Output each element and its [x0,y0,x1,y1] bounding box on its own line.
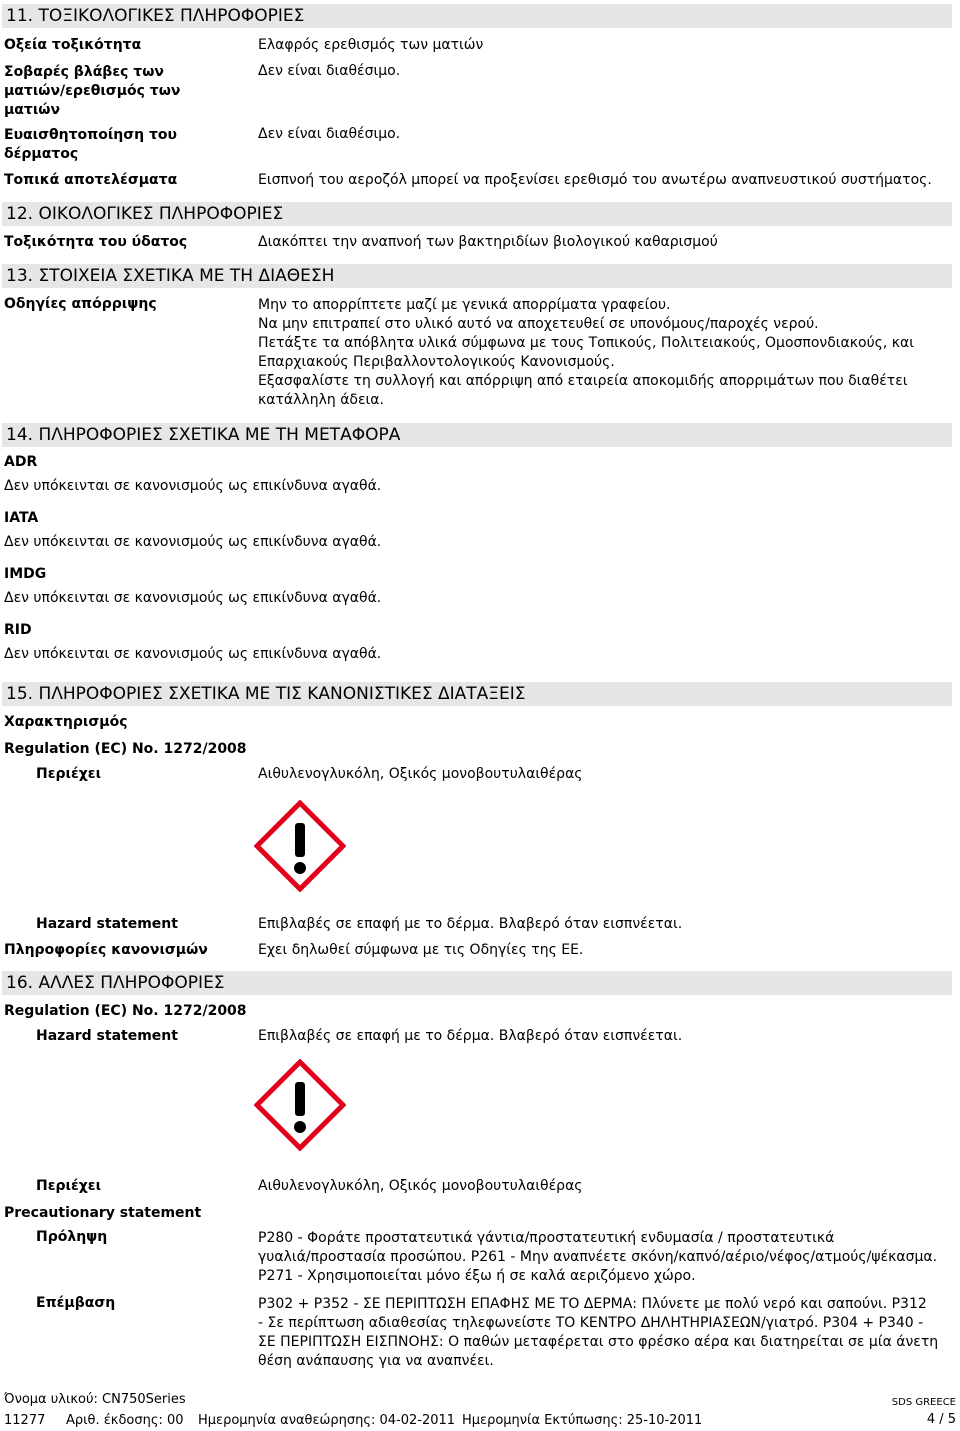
disposal-line: Επαρχιακούς Περιβαλλοντολογικούς Κανονισμούς. [258,354,615,370]
hazard-16-value: Επιβλαβές σε επαφή με το δέρμα. Βλαβερό όταν εισπνέεται. [258,1028,683,1044]
hazard-15-value: Επιβλαβές σε επαφή με το δέρμα. Βλαβερό όταν εισπνέεται. [258,916,683,932]
regulation-15-label: Regulation (EC) No. 1272/2008 [4,741,247,757]
section-14-header: 14. ΠΛΗΡΟΦΟΡΙΕΣ ΣΧΕΤΙΚΑ ΜΕ ΤΗ ΜΕΤΑΦΟΡΑ [2,423,952,447]
water-toxicity-label: Τοξικότητα του ύδατος [4,234,188,250]
skin-sensitization-label: Ευαισθητοποίηση του δέρματος [4,127,177,162]
footer-print-date: Ημερομηνία Εκτύπωσης: 25-10-2011 [462,1413,703,1428]
footer-code: 11277 [4,1413,46,1428]
transport-iata-text: Δεν υπόκεινται σε κανονισμούς ως επικίνδυνα αγαθά. [4,534,382,550]
acute-toxicity-label: Οξεία τοξικότητα [4,37,142,53]
prevention-label: Πρόληψη [36,1229,108,1245]
disposal-line: κατάλληλη άδεια. [258,392,384,408]
eye-damage-label: Σοβαρές βλάβες των ματιών/ερεθισμός των ματιών [4,64,181,118]
footer-product-name: Όνομα υλικού: CN750Series [4,1392,186,1407]
footer-revision-date: Ημερομηνία αναθεώρησης: 04-02-2011 [198,1413,456,1428]
contains-15-label: Περιέχει [36,766,102,782]
acute-toxicity-value: Ελαφρός ερεθισμός των ματιών [258,37,484,53]
hazard-15-label: Hazard statement [36,916,178,932]
section-16-header: 16. ΑΛΛΕΣ ΠΛΗΡΟΦΟΡΙΕΣ [2,971,952,995]
precautionary-label: Precautionary statement [4,1205,202,1221]
exclamation-mark-icon [254,800,346,892]
response-line: - Σε περίπτωση αδιαθεσίας τηλεφωνείστε ΤΟ ΚΕΝΤΡΟ ΔΗΛΗΤΗΡΙΑΣΕΩΝ/γιατρό. P304 + P340 - [258,1315,924,1331]
eye-damage-value: Δεν είναι διαθέσιμο. [258,63,401,79]
transport-iata-label: IATA [4,510,39,526]
footer-edition: Αριθ. έκδοσης: 00 [66,1413,184,1428]
disposal-line: Μην το απορρίπτετε μαζί με γενικά απορρίματα γραφείου. [258,297,671,313]
transport-imdg-text: Δεν υπόκεινται σε κανονισμούς ως επικίνδυνα αγαθά. [4,590,382,606]
contains-16-value: Αιθυλενογλυκόλη, Οξικός μονοβουτυλαιθέρας [258,1178,583,1194]
transport-rid-label: RID [4,622,32,638]
contains-16-label: Περιέχει [36,1178,102,1194]
disposal-line: Εξασφαλίστε τη συλλογή και απόρριψη από εταιρεία αποκομιδής απορριμάτων που διαθέτει [258,373,908,389]
prevention-line: P271 - Χρησιμοποιείται μόνο έξω ή σε καλά αεριζόμενο χώρο. [258,1268,696,1284]
disposal-text [258,296,938,410]
section-15-header: 15. ΠΛΗΡΟΦΟΡΙΕΣ ΣΧΕΤΙΚΑ ΜΕ ΤΙΣ ΚΑΝΟΝΙΣΤΙΚΕΣ ΔΙΑΤΑΞΕΙΣ [2,682,952,706]
regulatory-info-value: Εχει δηλωθεί σύμφωνα με τις Οδηγίες της ΕΕ. [258,942,584,958]
contains-15-value: Αιθυλενογλυκόλη, Οξικός μονοβουτυλαιθέρας [258,766,583,782]
hazard-16-label: Hazard statement [36,1028,178,1044]
water-toxicity-value: Διακόπτει την αναπνοή των βακτηριδίων βιολογικού καθαρισμού [258,234,718,250]
local-effects-value: Εισπνοή του αεροζόλ μπορεί να προξενίσει ερεθισμό του ανωτέρω αναπνευστικού συστήματος. [258,172,932,188]
regulatory-info-label: Πληροφορίες κανονισμών [4,942,208,958]
disposal-line: Πετάξτε τα απόβλητα υλικά σύμφωνα με τους Τοπικούς, Πολιτειακούς, Ομοσπονδιακούς, και [258,335,915,351]
footer-page-number: 4 / 5 [926,1412,956,1427]
transport-adr-label: ADR [4,454,38,470]
section-12-header: 12. ΟΙΚΟΛΟΓΙΚΕΣ ΠΛΗΡΟΦΟΡΙΕΣ [2,202,952,226]
response-label: Επέμβαση [36,1295,116,1311]
response-line: P302 + P352 - ΣΕ ΠΕΡΙΠΤΩΣΗ ΕΠΑΦΗΣ ΜΕ ΤΟ ΔΕΡΜΑ: Πλύνετε με πολύ νερό και σαπούνι. P312 [258,1296,927,1312]
prevention-text [258,1229,958,1286]
prevention-line: P280 - Φοράτε προστατευτικά γάντια/προστατευτική ενδυμασία / προστατευτικά [258,1230,835,1246]
classification-label: Χαρακτηρισμός [4,714,128,730]
local-effects-label: Τοπικά αποτελέσματα [4,172,178,188]
response-line: ΣΕ ΠΕΡΙΠΤΩΣΗ ΕΙΣΠΝΟΗΣ: Ο παθών μεταφέρεται στο φρέσκο αέρα και διατηρείται σε μία άνετη [258,1334,939,1350]
response-line: θέση ανάπαυσης για να αναπνέει. [258,1353,494,1369]
section-13-header: 13. ΣΤΟΙΧΕΙΑ ΣΧΕΤΙΚΑ ΜΕ ΤΗ ΔΙΑΘΕΣΗ [2,264,952,288]
skin-sensitization-value: Δεν είναι διαθέσιμο. [258,126,401,142]
disposal-line: Να μην επιτραπεί στο υλικό αυτό να αποχετευθεί σε υπονόμους/παροχές νερού. [258,316,819,332]
section-11-header: 11. ΤΟΞΙΚΟΛΟΓΙΚΕΣ ΠΛΗΡΟΦΟΡΙΕΣ [2,4,952,28]
regulation-16-label: Regulation (EC) No. 1272/2008 [4,1003,247,1019]
response-text [258,1295,958,1371]
exclamation-mark-icon [254,1059,346,1151]
footer-sds-label: SDS GREECE [891,1397,956,1408]
prevention-line: γυαλιά/προστασία προσώπου. P261 - Μην αναπνέετε σκόνη/καπνό/αέριο/νέφος/ατμούς/ψέκασμα. [258,1249,938,1265]
transport-rid-text: Δεν υπόκεινται σε κανονισμούς ως επικίνδυνα αγαθά. [4,646,382,662]
transport-imdg-label: IMDG [4,566,47,582]
disposal-label: Οδηγίες απόρριψης [4,296,157,312]
transport-adr-text: Δεν υπόκεινται σε κανονισμούς ως επικίνδυνα αγαθά. [4,478,382,494]
